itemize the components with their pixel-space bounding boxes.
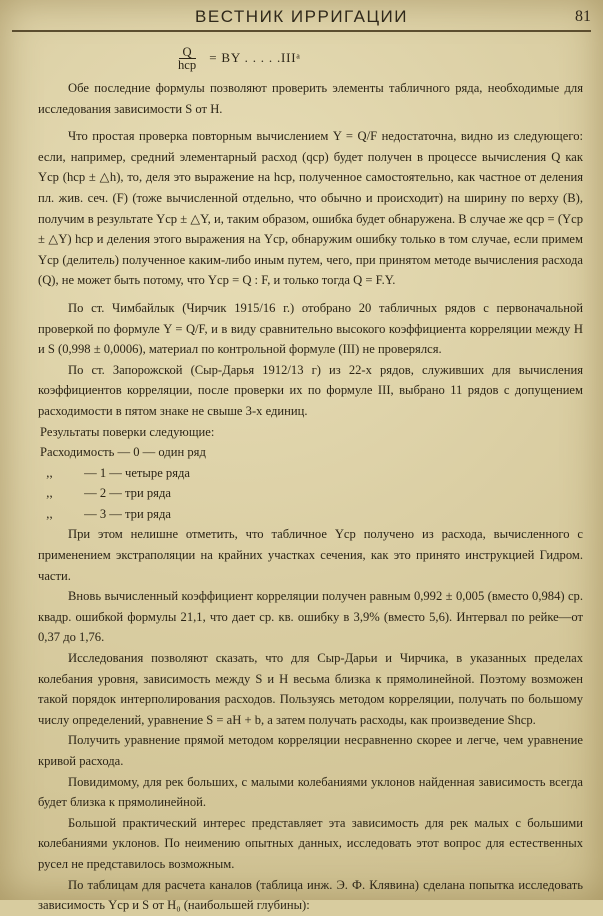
page-number: 81 [575, 8, 591, 25]
journal-title: ВЕСТНИК ИРРИГАЦИИ [195, 7, 408, 26]
running-header [12, 4, 591, 32]
paragraph-5: При этом нелишне отметить, что табличное Yср получено из расхода, вычисленного с применением экстраполяции на крайних участках сечения, как это принято инструкцией Гидром. части. [38, 527, 583, 583]
results-list [40, 442, 583, 524]
paragraph-8: Получить уравнение прямой методом корреляции несравненно скорее и легче, чем уравнение кривой расхода. [38, 733, 583, 768]
results-row: ,, — 1 — четыре ряда [40, 465, 191, 480]
fraction-denominator: hср [178, 57, 197, 72]
paragraph-6: Вновь вычисленный коэффициент корреляции получен равным 0,992 ± 0,005 (вместо 0,984) ср. квадр. ошибкой формулы 21,1, что дает ср. кв. ошибку в 3,9% (вместо 5,6). Интервал по рейке—от 0,37 до 1,76. [38, 589, 583, 645]
fraction-q-over-hcp [174, 46, 200, 71]
paragraph-4: По ст. Запорожской (Сыр-Дарья 1912/13 г) из 22-х рядов, служивших для вычисления коэффициентов корреляции, после проверки их по формуле III, выбрано 11 рядов с допущением расходимости в пятом знаке не свыше 3-х единиц. [38, 362, 583, 418]
results-row: Расходимость — 0 — один ряд [40, 445, 206, 460]
paragraph-10: Большой практический интерес представляет эта зависимость для рек малых с большими колебаниями уклонов. По неимению опытных данных, исследовать этот вопрос для естественных русел не представилось возможным. [38, 815, 583, 871]
results-row: ,, — 3 — три ряда [40, 506, 171, 521]
formula-right-side: = BY . . . . .IIIᵃ [209, 49, 301, 65]
paragraph-2: Что простая проверка повторным вычислением Y = Q/F недостаточна, видно из следующего: если, например, средний элементарный расход (qср) будет получен в процессе вычисления Q как Yср (hср ± △h), то, деля это выражение на hср, полученное самостоятельно, как частное от деления пл. жив. сеч. (F) (тоже вычисленной отдельно, что обычно и происходит) на ширину по верху (B), получим в результате Yср ± △Y, и, таким образом, ошибка будет обнаружена. В случае же qср = (Yср ± △Y) hср и деления этого выражения на Yср, обнаружим ошибку только в том случае, если примем Yср (делитель) полученное каким-либо иным путем, чего, при принятом методе вычисления расхода (Q), не может быть потому, что Yср = Q : F, и только тогда Q = F.Y. [38, 129, 583, 288]
results-row: ,, — 2 — три ряда [40, 486, 171, 501]
fraction-numerator: Q [179, 46, 196, 59]
paragraph-3: По ст. Чимбайлык (Чирчик 1915/16 г.) отобрано 20 табличных рядов с первоначальной проверкой по формуле Y = Q/F, и в виду сравнительно высокого коэффициента корреляции между H и S (0,998 ± 0,0006), материал по контрольной формуле (III) не проверялся. [38, 300, 583, 357]
paragraph-9: Повидимому, для рек больших, с малыми колебаниями уклонов найденная зависимость всегда будет близка к прямолинейной. [38, 774, 583, 810]
page-content [38, 38, 583, 916]
paragraph-11: По таблицам для расчета каналов (таблица инж. Э. Ф. Клявина) сделана попытка исследовать зависимость Yср и S от H₀ (наибольшей глубины): [38, 877, 583, 913]
formula-iiia [171, 38, 583, 78]
paragraph-7: Исследования позволяют сказать, что для Сыр-Дарьи и Чирчика, в указанных пределах колебания уровня, зависимость между S и H весьма близка к прямолинейной. Поэтому возможен такой порядок интерполирования расходов. Пользуясь методом корреляции, получать по большому числу определений, уравнение S = aH + b, а затем получать расходы, как произведение Shср. [38, 651, 583, 727]
results-title: Результаты поверки следующие: [40, 424, 215, 439]
paragraph-1: Обе последние формулы позволяют проверить элементы табличного ряда, необходимые для исследования зависимости S от H. [38, 81, 583, 116]
